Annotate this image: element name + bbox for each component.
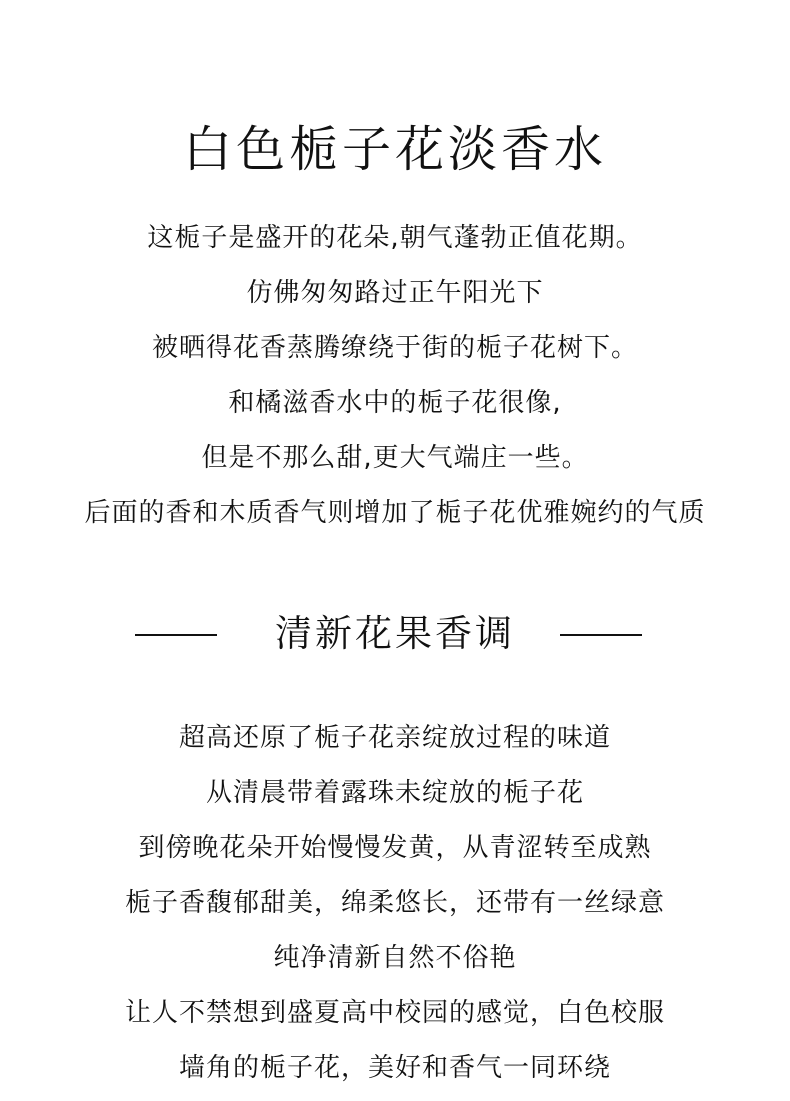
detail-line-7: 墙角的栀子花，美好和香气一同环绕 (178, 1053, 611, 1083)
detail-paragraph (0, 711, 790, 1096)
section-heading (0, 606, 790, 662)
detail-line-1: 超高还原了栀子花亲绽放过程的味道 (178, 723, 611, 753)
intro-line-4: 和橘滋香水中的栀子花很像, (228, 388, 562, 418)
section-heading-text: 清新花果香调 (275, 612, 515, 655)
detail-line-2: 从清晨带着露珠未绽放的栀子花 (205, 778, 584, 808)
right-divider-line (560, 634, 642, 636)
intro-paragraph (0, 211, 790, 541)
detail-line-6: 让人不禁想到盛夏高中校园的感觉，白色校服 (124, 998, 665, 1028)
intro-line-2: 仿佛匆匆路过正午阳光下 (246, 278, 544, 308)
page-title: 白色栀子花淡香水 (182, 120, 607, 178)
detail-line-5: 纯净清新自然不俗艳 (273, 943, 517, 973)
detail-line-4: 栀子香馥郁甜美，绵柔悠长，还带有一丝绿意 (124, 888, 665, 918)
intro-line-6: 后面的香和木质香气则增加了栀子花优雅婉约的气质 (84, 498, 706, 528)
intro-line-3: 被晒得花香蒸腾缭绕于街的栀子花树下。 (151, 333, 638, 363)
intro-line-1: 这栀子是盛开的花朵,朝气蓬勃正值花期。 (147, 223, 643, 253)
detail-line-3: 到傍晚花朵开始慢慢发黄，从青涩转至成熟 (138, 833, 652, 863)
intro-line-5: 但是不那么甜,更大气端庄一些。 (201, 443, 589, 473)
